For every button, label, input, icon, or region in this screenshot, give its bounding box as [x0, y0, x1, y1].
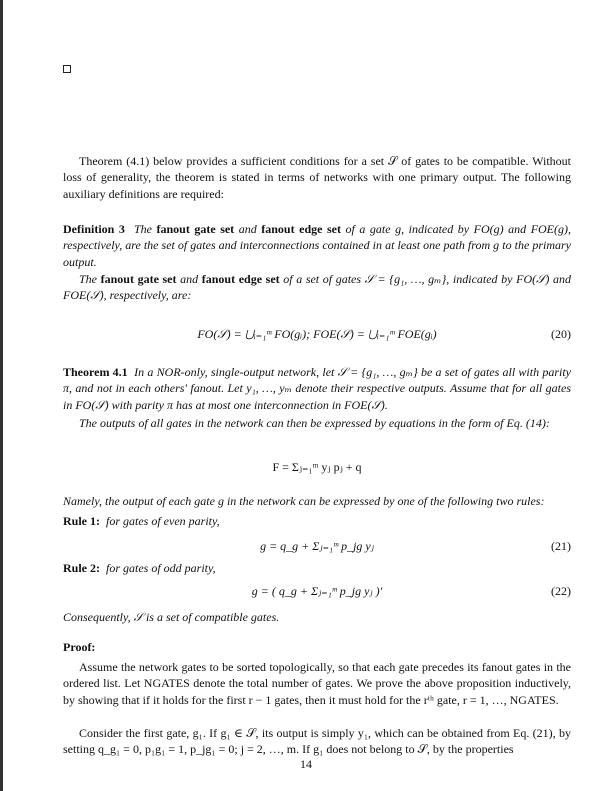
equation-21-number: (21) — [551, 539, 571, 553]
def-text: The — [133, 222, 157, 236]
definition-label: Definition 3 — [63, 222, 125, 236]
rule-2 — [63, 560, 571, 576]
rule-2-label: Rule 2: — [63, 561, 100, 575]
term-fanout-gate-set: fanout gate set — [100, 272, 177, 286]
proof-paragraph-1: Assume the network gates to be sorted topologically, so that each gate precedes its fanout gates in the ordered list. Let NGATES denote the total number of gates. We prove the above proposition inductively, by showing that if it holds for the first r − 1 gates, then it must hold for the rᵗʰ gate, r = 1, …, NGATES. — [63, 660, 571, 707]
proof-paragraph-2: Consider the first gate, g₁. If g₁ ∈ 𝒮, its output is simply y₁, which can be obtained from Eq. (21), by setting q_g₁ = 0, p₁g₁ = 1, p_jg₁ = 0; j = 2, …, m. If g₁ does not belong to 𝒮, by the properties — [63, 726, 571, 757]
equation-21: g = q_g + Σⱼ₌₁ᵐ p_jg yⱼ — [260, 539, 374, 553]
theorem-4-1-cont: The outputs of all gates in the network can then be expressed by equations in the form of Eq. (14): — [79, 416, 550, 430]
term-fanout-edge-set: fanout edge set — [201, 272, 280, 286]
term-fanout-gate-set: fanout gate set — [156, 222, 235, 236]
def-text: of a set of gates 𝒮 = {g₁, …, gₘ}, indicated by FO(𝒮) and FOE(𝒮), respectively, are: — [63, 272, 572, 303]
equation-22: g = ( q_g + Σⱼ₌₁ᵐ p_jg yⱼ )′ — [251, 584, 383, 598]
definition-3-sets — [63, 271, 571, 304]
theorem-text: In a NOR-only, single-output network, let 𝒮 = {g₁, …, gₘ} be a set of gates all with parity π, and not in each others' fanout. Let y₁, …, yₘ denote their respective outputs. Assume that for all gates in FO(𝒮) with parity π has at most one interconnection in FOE(𝒮). — [63, 365, 572, 412]
intro-paragraph: Theorem (4.1) below provides a sufficient conditions for a set 𝒮 of gates to be compatible. Without loss of generality, the theorem is stated in terms of networks with one primary output. The following auxiliary definitions are required: — [63, 154, 571, 201]
consequently-text: Consequently, 𝒮 is a set of compatible gates. — [63, 610, 280, 624]
def-text: of a gate g, indicated by FO(g) and FOE(g), respectively, are the set of gates and interconnections contained in at least one path from g to the primary output. — [63, 222, 572, 269]
theorem-4-1 — [63, 364, 571, 413]
rule-1 — [63, 513, 571, 529]
rule-1-label: Rule 1: — [63, 514, 100, 528]
equation-20: FO(𝒮) = ⋃ᵢ₌₁ᵐ FO(gᵢ); FOE(𝒮) = ⋃ᵢ₌₁ᵐ FOE(gᵢ) — [197, 327, 437, 341]
proof-heading: Proof: — [63, 640, 96, 654]
term-fanout-edge-set: fanout edge set — [261, 222, 341, 236]
namely-text: Namely, the output of each gate g in the network can be expressed by one of the following two rules: — [63, 494, 545, 508]
end-of-proof-box — [63, 65, 71, 73]
rule-1-text: for gates of even parity, — [106, 514, 220, 528]
proof-label — [63, 639, 571, 655]
definition-3 — [63, 221, 571, 270]
def-text: The — [79, 272, 101, 286]
theorem-label: Theorem 4.1 — [63, 365, 128, 379]
rule-2-text: for gates of odd parity, — [106, 561, 216, 575]
equation-22-number: (22) — [551, 584, 571, 598]
equation-20-number: (20) — [551, 327, 571, 341]
page-number: 14 — [300, 757, 312, 771]
equation-F: F = Σⱼ₌₁ᵐ yⱼ pⱼ + q — [272, 460, 362, 474]
def-text: and — [234, 222, 262, 236]
scan-edge — [0, 0, 3, 791]
def-text: and — [176, 272, 202, 286]
